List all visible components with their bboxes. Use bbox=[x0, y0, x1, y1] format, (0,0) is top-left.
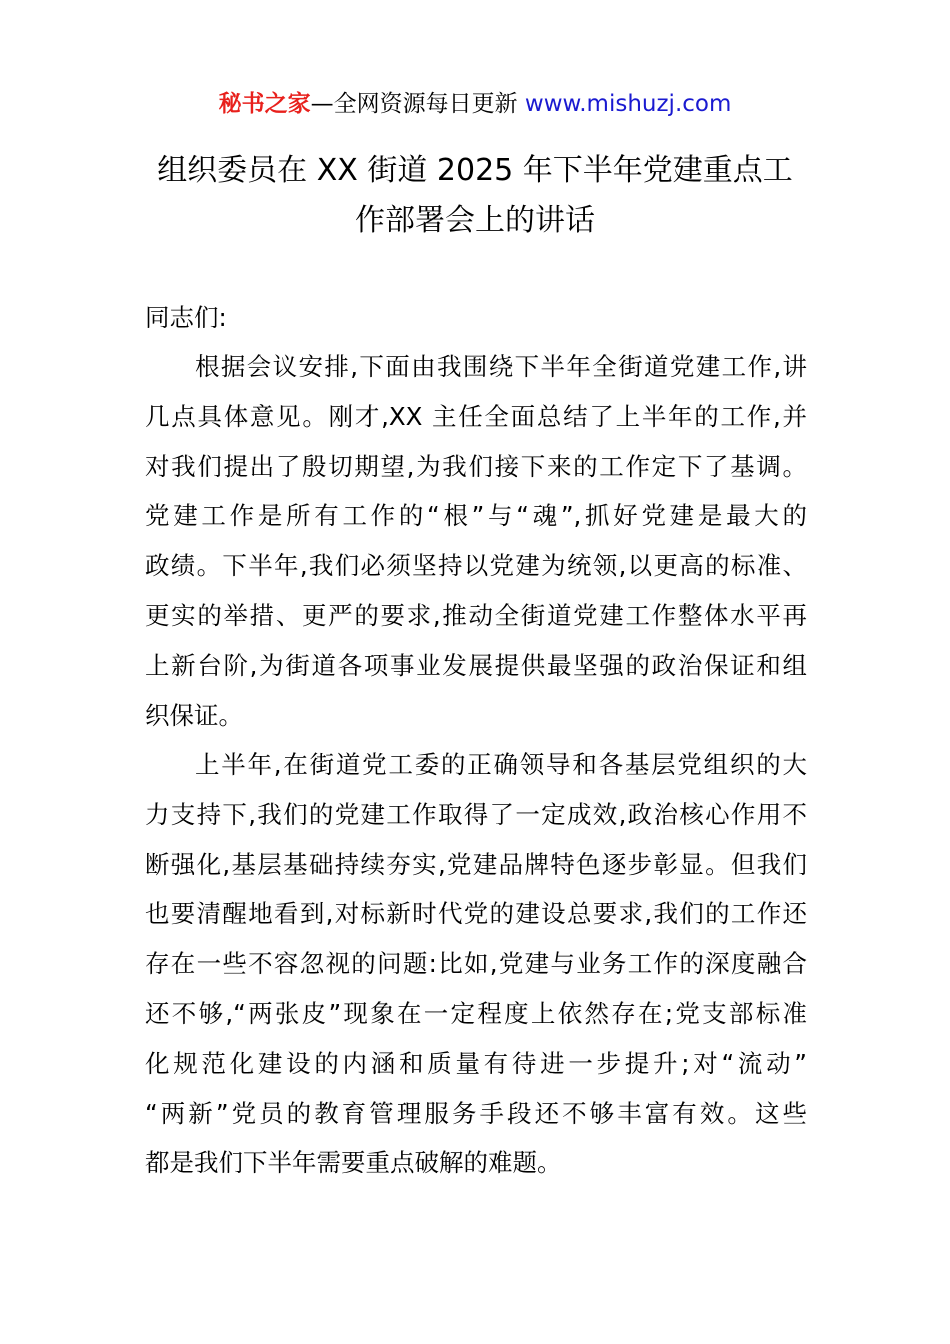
paragraph-line: 化规范化建设的内涵和质量有待进一步提升;对“流动” bbox=[145, 1048, 807, 1078]
paragraph-line: 上半年,在街道党工委的正确领导和各基层党组织的大 bbox=[195, 750, 807, 779]
paragraph-line: 断强化,基层基础持续夯实,党建品牌特色逐步彰显。但我们 bbox=[145, 849, 807, 879]
paragraph-line: 党建工作是所有工作的“根”与“魂”,抓好党建是最大的 bbox=[145, 501, 807, 531]
paragraph-line: 存在一些不容忽视的问题:比如,党建与业务工作的深度融合 bbox=[145, 949, 807, 979]
paragraph-line: 上新台阶,为街道各项事业发展提供最坚强的政治保证和组 bbox=[145, 650, 807, 680]
salutation: 同志们: bbox=[145, 303, 227, 332]
paragraph-line: 织保证。 bbox=[145, 700, 243, 730]
paragraph-line: 根据会议安排,下面由我围绕下半年全街道党建工作,讲 bbox=[195, 352, 807, 381]
site-url-link[interactable]: www.mishuzj.com bbox=[524, 91, 732, 117]
paragraph-line: 力支持下,我们的党建工作取得了一定成效,政治核心作用不 bbox=[145, 799, 807, 829]
header-tagline: —全网资源每日更新 bbox=[310, 91, 525, 117]
paragraph-line: 都是我们下半年需要重点破解的难题。 bbox=[145, 1148, 562, 1178]
paragraph-line: 还不够,“两张皮”现象在一定程度上依然存在;党支部标准 bbox=[145, 998, 807, 1028]
site-header bbox=[0, 88, 950, 120]
title-line: 组织委员在 XX 街道 2025 年下半年党建重点工 bbox=[157, 153, 793, 188]
paragraph-line: 也要清醒地看到,对标新时代党的建设总要求,我们的工作还 bbox=[145, 899, 807, 929]
paragraph-1 bbox=[145, 342, 807, 740]
paragraph-line: 政绩。下半年,我们必须坚持以党建为统领,以更高的标准、 bbox=[145, 551, 807, 581]
paragraph-2 bbox=[145, 740, 807, 1188]
brand-name: 秘书之家 bbox=[218, 91, 311, 117]
paragraph-line: 几点具体意见。刚才,XX 主任全面总结了上半年的工作,并 bbox=[145, 401, 807, 431]
paragraph-line: 对我们提出了殷切期望,为我们接下来的工作定下了基调。 bbox=[145, 451, 807, 481]
paragraph-line: “两新”党员的教育管理服务手段还不够丰富有效。这些 bbox=[145, 1098, 807, 1128]
document-title bbox=[150, 146, 800, 246]
title-line: 作部署会上的讲话 bbox=[355, 203, 595, 238]
paragraph-line: 更实的举措、更严的要求,推动全街道党建工作整体水平再 bbox=[145, 600, 807, 630]
